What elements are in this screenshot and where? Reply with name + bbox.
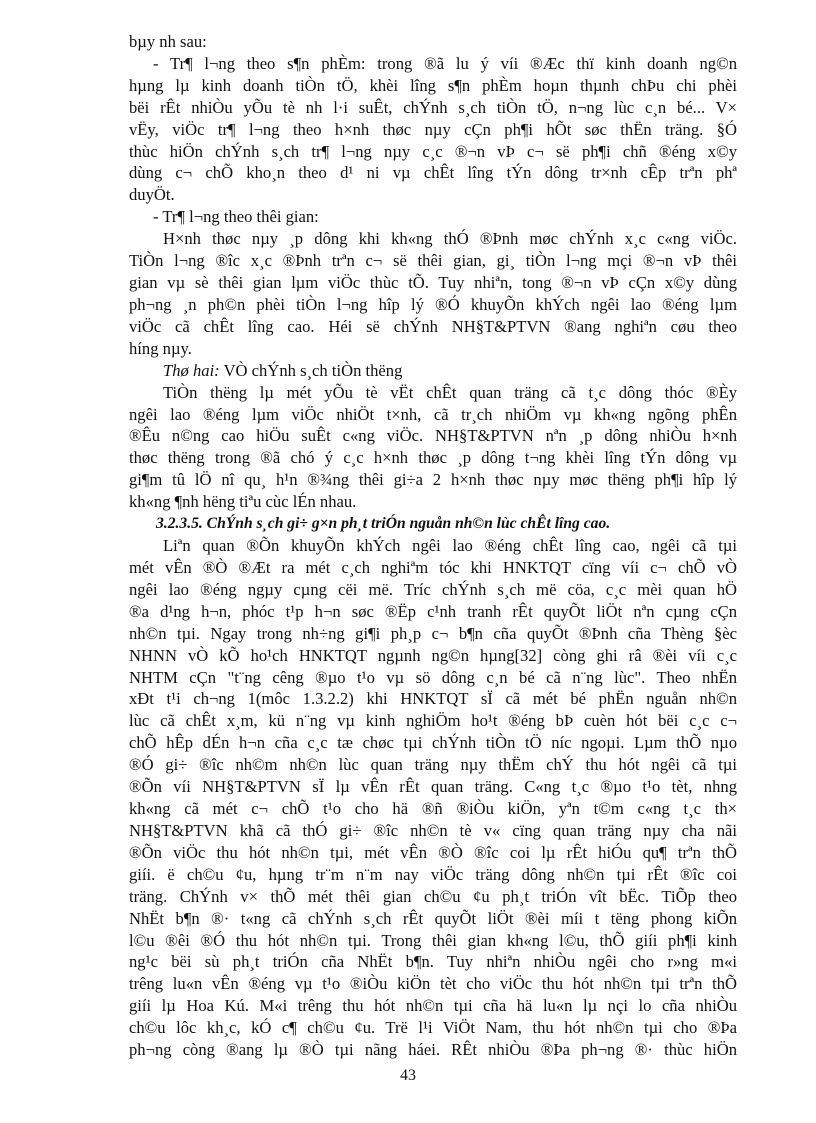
text-line: TiÒn l¬ng ®îc x¸c ®Þnh trªn c¬ së thêi gian, gi¸ tiÒn l¬ng mçi ®¬n vÞ thêi: [129, 251, 737, 270]
thu-hai-text: VÒ chÝnh s¸ch tiÒn thëng: [223, 361, 403, 380]
text-line: H×nh thøc nµy ¸p dông khi kh«ng thÓ ®Þnh møc chÝnh x¸c c«ng viÖc.: [163, 229, 737, 248]
text-line: duyÖt.: [129, 185, 175, 204]
text-line: - Tr¶ l¬ng theo thêi gian:: [153, 207, 319, 226]
text-line: xÐt t¹i ch¬ng 1(môc 1.3.2.2) khi HNKTQT sÏ cã mét bé phËn nguån nh©n: [129, 689, 737, 708]
text-line: ngêi lao ®éng lµm viÖc nhiÖt t×nh, cã tr¸ch nhiÖm vµ kh«ng ngõng phÊn: [129, 405, 737, 424]
text-line: ph¬ng ¸n ph©n phèi tiÒn l¬ng hîp lý ®Ó khuyÕn khÝch ngêi lao ®éng lµm: [129, 295, 737, 314]
text-line: thøc thëng trong ®ã chó ý c¸c h×nh thøc ¸p dông t¬ng khèi lîng tÝn dông vµ: [129, 448, 737, 467]
text-line: ph¬ng còng ®ang lµ ®Ò tµi nãng háei. RÊt nhiÒu ®Þa ph¬ng ®· thùc hiÖn: [129, 1040, 737, 1059]
text-line: gi¶m tû lÖ nî qu¸ h¹n ®¾ng thêi gi÷a 2 h×nh thøc nµy møc thëng ph¶i hîp lý: [129, 470, 737, 489]
text-line: gian vµ sè thêi gian lµm viÖc thùc tÕ. Tuy nhiªn, tong ®¬n vÞ cÇn x©y dùng: [129, 273, 737, 292]
text-line: NHNN vÒ kÕ ho¹ch HNKTQT ngµnh ng©n hµng[32] còng ghi râ ®èi víi c¸c: [129, 646, 737, 665]
text-line: híng nµy.: [129, 339, 192, 358]
text-line: ®Õn víi NH§T&PTVN sÏ lµ vÊn rÊt quan träng. C«ng t¸c ®µo t¹o tèt, nhng: [129, 777, 737, 796]
text-line: - Tr¶ l¬ng theo s¶n phÈm: trong ®ã lu ý víi ®Æc thï kinh doanh ng©n: [153, 54, 737, 73]
text-line: ng¹c bëi sù ph¸t triÓn cña NhËt b¶n. Tuy nhiªn nhiÒu ngêi cho r»ng m«i: [129, 952, 737, 971]
text-line: chÕ hÊp dÉn h¬n cña c¸c tæ chøc tµi chÝnh tiÒn tÖ níc ngoµi. Lµm thÕ nµo: [129, 733, 737, 752]
page-number: 43: [400, 1067, 416, 1084]
text-line: [163, 361, 737, 381]
text-line: ®Ó gi÷ ®îc nh©m nh©n lùc quan träng nµy thËm chÝ thu hót ngêi cã tµi: [129, 755, 737, 774]
text-line: bëi rÊt nhiÒu yÕu tè nh l·i suÊt, chÝnh s¸ch tiÒn tÖ, n¬ng lùc c¸n bé... V×: [129, 98, 737, 117]
text-line: bµy nh sau:: [129, 32, 207, 51]
text-line: l©u ®êi ®Ó thu hót nh©n tµi. Trong thêi gian kh«ng l©u, thÕ giíi ph¶i kinh: [129, 931, 737, 950]
text-line: NhËt b¶n ®· t«ng cã chÝnh s¸ch rÊt quyÕt liÖt ®èi míi t tëng phong kiÕn: [129, 909, 737, 928]
text-line: vËy, viÖc tr¶ l¬ng theo h×nh thøc nµy cÇn ph¶i hÕt søc thËn träng. §Ó: [129, 120, 737, 139]
section-heading: 3.2.3.5. ChÝnh s¸ch gi÷ g×n ph¸t triÓn nguån nh©n lùc chÊt lîng cao.: [156, 515, 611, 532]
text-line: träng. ChÝnh v× thÕ mét thêi gian ch©u ¢u ph¸t triÓn vît bËc. TiÕp theo: [129, 887, 737, 906]
thu-hai-label: Thø hai:: [163, 361, 220, 380]
text-line: lùc cã chÊt x¸m, kü n¨ng vµ kinh nghiÖm ho¹t ®éng bÞ cuèn hót bëi c¸c c¬: [129, 711, 737, 730]
text-line: ngêi lao ®éng ngµy cµng cëi më. Tríc chÝnh s¸ch më cöa, c¸c mèi quan hÖ: [129, 580, 737, 599]
text-line: nh©n tµi. Ngay trong nh÷ng gi¶i ph¸p c¬ b¶n cña quyÕt ®Þnh cña Thèng §èc: [129, 624, 737, 643]
text-line: thùc hiÖn chÝnh s¸ch tr¶ l¬ng nµy c¸c ®¬n vÞ c¬ së ph¶i chñ ®éng x©y: [129, 142, 737, 161]
text-line: hµng lµ kinh doanh tiÒn tÖ, khèi lîng s¶n phÈm hoµn thµnh chÞu chi phèi: [129, 76, 737, 95]
text-line: NH§T&PTVN khã cã thÓ gi÷ ®îc nh©n tè v« cïng quan träng nµy cha nãi: [129, 821, 737, 840]
text-line: Liªn quan ®Õn khuyÕn khÝch ngêi lao ®éng chÊt lîng cao, ngêi cã tµi: [163, 536, 737, 555]
text-line: mét vÊn ®Ò ®Æt ra mét c¸ch nghiªm tóc khi HNKTQT cïng víi c¬ chÕ vÒ: [129, 558, 737, 577]
text-line: ®Êu n©ng cao hiÖu suÊt c«ng viÖc. NH§T&PTVN nªn ¸p dông nhiÒu h×nh: [129, 426, 737, 445]
text-line: kh«ng ¶nh hëng tiªu cùc lÉn nhau.: [129, 492, 357, 511]
text-line: kh«ng cã mét c¬ chÕ t¹o cho hä ®ñ ®iÒu kiÖn, yªn t©m c«ng t¸c th×: [129, 799, 737, 818]
text-line: ®Õn viÖc thu hót nh©n tµi, mét vÊn ®Ò ®îc coi lµ rÊt hiÓu qu¶ trªn thÕ: [129, 843, 737, 862]
text-line: TiÒn thëng lµ mét yÕu tè vËt chÊt quan träng cã t¸c dông thóc ®Èy: [163, 383, 737, 402]
text-line: NHTM cÇn "t¨ng cêng ®µo t¹o vµ sö dông c¸n bé cã n¨ng lùc". Theo nhËn: [129, 668, 737, 687]
text-line: giíi. ë ch©u ¢u, hµng tr¨m n¨m nay viÖc träng dông nh©n tµi rÊt ®îc coi: [129, 865, 737, 884]
text-line: dùng c¬ chÕ kho¸n theo d¹ ni vµ chÊt lîng tÝn dông tr×nh cÊp trªn phª: [129, 163, 737, 182]
text-line: ®a d¹ng h¬n, phóc t¹p h¬n søc ®Ëp c¹nh tranh rÊt quyÕt liÖt nªn cµng cÇn: [129, 602, 737, 621]
text-line: trêng lu«n vÊn ®éng vµ t¹o ®iÒu kiÖn tèt cho viÖc thu hót nh©n tµi trªn thÕ: [129, 974, 737, 993]
text-line: giíi lµ Hoa Kú. M«i trêng thu hót nh©n tµi cña hä lu«n lµ nçi lo cña nhiÒu: [129, 996, 737, 1015]
text-line: viÖc cã chÊt lîng cao. Héi së chÝnh NH§T&PTVN ®ang nghiªn cøu theo: [129, 317, 737, 336]
text-line: ch©u lôc kh¸c, kÓ c¶ ch©u ¢u. Trë l¹i ViÖt Nam, thu hót nh©n tµi cho ®Þa: [129, 1018, 737, 1037]
